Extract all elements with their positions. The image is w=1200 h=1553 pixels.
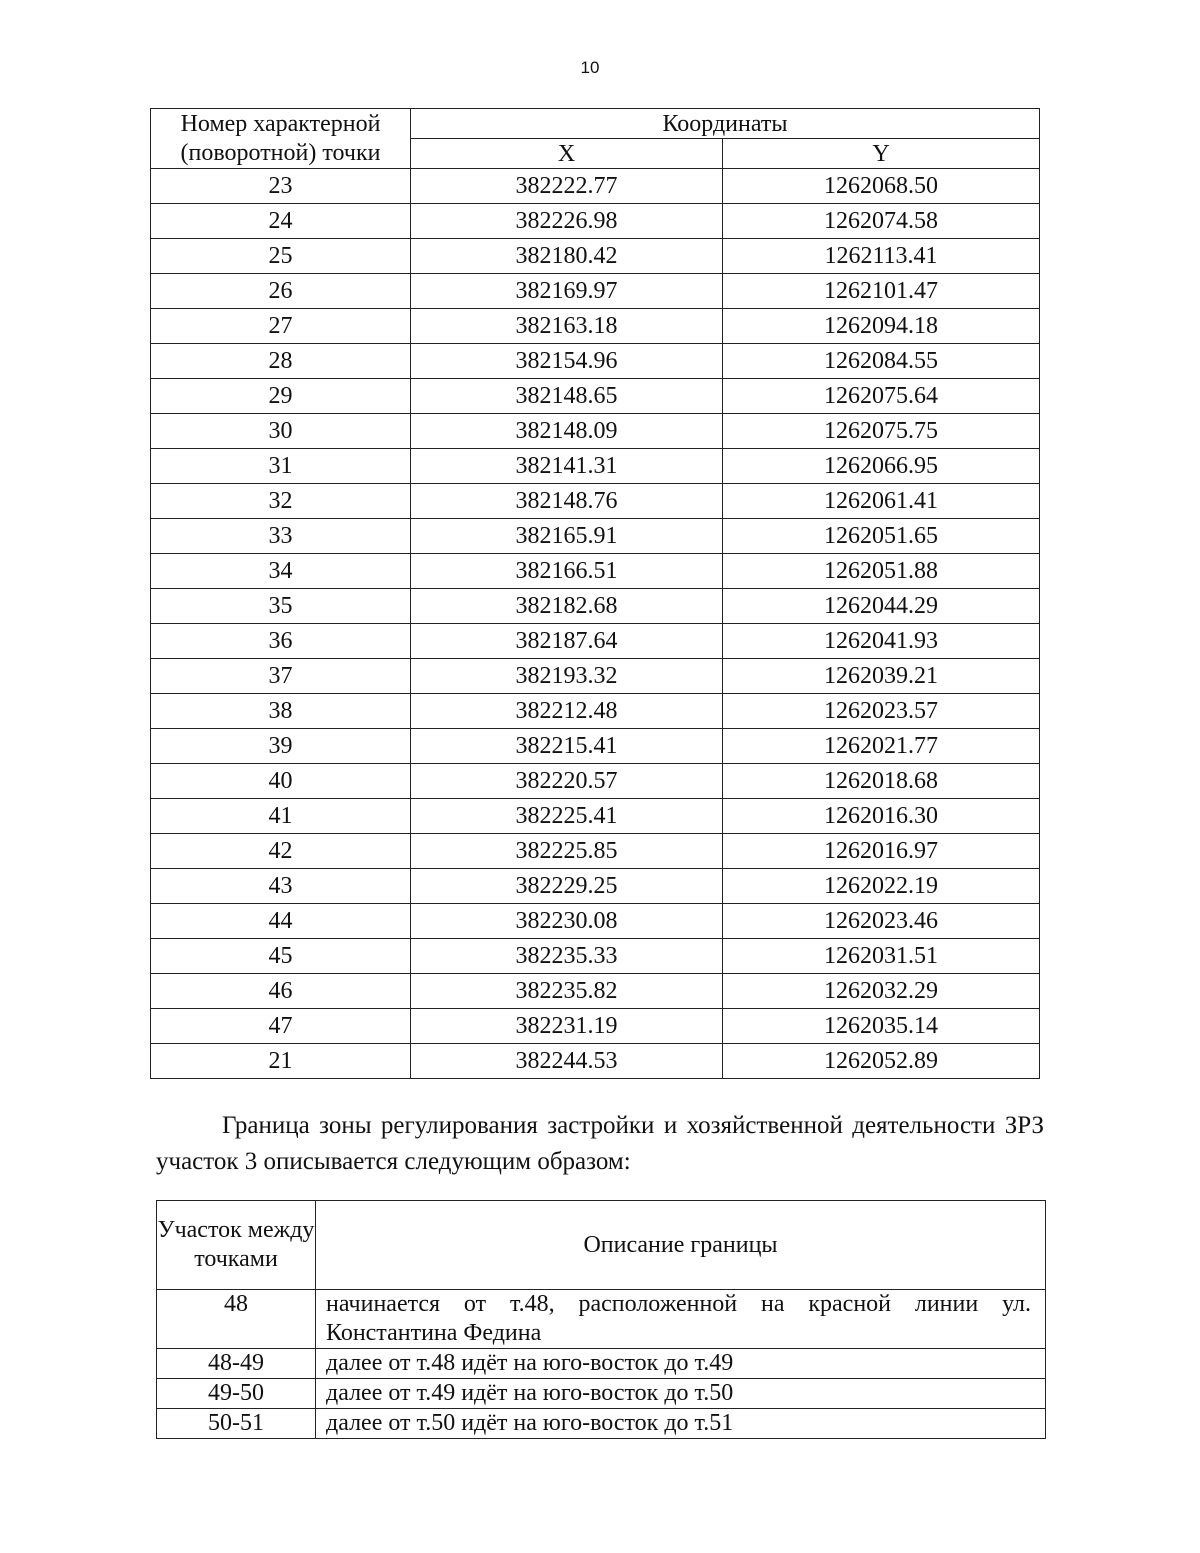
table-row	[157, 1379, 1046, 1409]
table-row	[151, 484, 1040, 519]
zone-description-paragraph	[156, 1108, 1044, 1180]
point-number-cell: 24	[151, 204, 411, 239]
x-coordinate-cell: 382235.33	[411, 939, 723, 974]
x-coordinate-cell: 382220.57	[411, 764, 723, 799]
x-coordinate-cell: 382229.25	[411, 869, 723, 904]
description-cell: начинается от т.48, расположенной на красной линии ул. Константина Федина	[316, 1290, 1046, 1349]
segment-cell: 48-49	[157, 1349, 316, 1379]
y-coordinate-cell: 1262044.29	[723, 589, 1040, 624]
table-row	[151, 519, 1040, 554]
point-number-cell: 39	[151, 729, 411, 764]
point-number-cell: 43	[151, 869, 411, 904]
point-number-cell: 38	[151, 694, 411, 729]
table-row	[151, 659, 1040, 694]
y-coordinate-cell: 1262066.95	[723, 449, 1040, 484]
y-coordinate-cell: 1262068.50	[723, 169, 1040, 204]
point-number-cell: 26	[151, 274, 411, 309]
point-number-cell: 42	[151, 834, 411, 869]
x-coordinate-cell: 382163.18	[411, 309, 723, 344]
y-coordinate-cell: 1262022.19	[723, 869, 1040, 904]
point-number-cell: 34	[151, 554, 411, 589]
point-number-cell: 32	[151, 484, 411, 519]
y-coordinate-cell: 1262051.65	[723, 519, 1040, 554]
x-coordinate-cell: 382169.97	[411, 274, 723, 309]
x-coordinate-cell: 382166.51	[411, 554, 723, 589]
table-row	[151, 449, 1040, 484]
coordinates-table	[150, 108, 1040, 1079]
y-coordinate-cell: 1262084.55	[723, 344, 1040, 379]
y-coordinate-cell: 1262016.30	[723, 799, 1040, 834]
y-coordinate-cell: 1262023.46	[723, 904, 1040, 939]
y-coordinate-cell: 1262101.47	[723, 274, 1040, 309]
x-coordinate-cell: 382244.53	[411, 1044, 723, 1079]
y-coordinate-cell: 1262113.41	[723, 239, 1040, 274]
y-coordinate-cell: 1262023.57	[723, 694, 1040, 729]
table-row	[151, 729, 1040, 764]
segment-cell: 50-51	[157, 1409, 316, 1439]
header-coordinates: Координаты	[411, 109, 1040, 139]
point-number-cell: 45	[151, 939, 411, 974]
table-row	[151, 1044, 1040, 1079]
point-number-cell: 46	[151, 974, 411, 1009]
point-number-cell: 41	[151, 799, 411, 834]
header-x: X	[411, 139, 723, 169]
y-coordinate-cell: 1262016.97	[723, 834, 1040, 869]
y-coordinate-cell: 1262094.18	[723, 309, 1040, 344]
point-number-cell: 23	[151, 169, 411, 204]
table-row	[151, 309, 1040, 344]
x-coordinate-cell: 382212.48	[411, 694, 723, 729]
y-coordinate-cell: 1262075.64	[723, 379, 1040, 414]
point-number-cell: 33	[151, 519, 411, 554]
table-row	[151, 414, 1040, 449]
point-number-cell: 37	[151, 659, 411, 694]
point-number-cell: 40	[151, 764, 411, 799]
x-coordinate-cell: 382225.41	[411, 799, 723, 834]
x-coordinate-cell: 382187.64	[411, 624, 723, 659]
table-row	[151, 239, 1040, 274]
description-cell: далее от т.49 идёт на юго-восток до т.50	[316, 1379, 1046, 1409]
table-row	[151, 379, 1040, 414]
segment-cell: 49-50	[157, 1379, 316, 1409]
x-coordinate-cell: 382154.96	[411, 344, 723, 379]
point-number-cell: 28	[151, 344, 411, 379]
point-number-cell: 27	[151, 309, 411, 344]
coordinates-body	[151, 169, 1040, 1079]
table-row	[151, 624, 1040, 659]
boundary-table	[156, 1200, 1046, 1439]
x-coordinate-cell: 382225.85	[411, 834, 723, 869]
x-coordinate-cell: 382231.19	[411, 1009, 723, 1044]
table-row	[151, 344, 1040, 379]
table-row	[151, 974, 1040, 1009]
table-row	[151, 274, 1040, 309]
point-number-cell: 47	[151, 1009, 411, 1044]
table-row	[151, 799, 1040, 834]
description-cell: далее от т.48 идёт на юго-восток до т.49	[316, 1349, 1046, 1379]
point-number-cell: 21	[151, 1044, 411, 1079]
y-coordinate-cell: 1262021.77	[723, 729, 1040, 764]
x-coordinate-cell: 382230.08	[411, 904, 723, 939]
x-coordinate-cell: 382182.68	[411, 589, 723, 624]
x-coordinate-cell: 382148.65	[411, 379, 723, 414]
y-coordinate-cell: 1262039.21	[723, 659, 1040, 694]
point-number-cell: 36	[151, 624, 411, 659]
y-coordinate-cell: 1262051.88	[723, 554, 1040, 589]
table-row	[151, 589, 1040, 624]
table-row	[151, 694, 1040, 729]
x-coordinate-cell: 382180.42	[411, 239, 723, 274]
table-row	[151, 204, 1040, 239]
header-description: Описание границы	[316, 1201, 1046, 1290]
table-row	[151, 939, 1040, 974]
page-number: 10	[580, 58, 600, 77]
x-coordinate-cell: 382148.76	[411, 484, 723, 519]
boundary-body	[157, 1290, 1046, 1439]
x-coordinate-cell: 382215.41	[411, 729, 723, 764]
description-cell: далее от т.50 идёт на юго-восток до т.51	[316, 1409, 1046, 1439]
x-coordinate-cell: 382193.32	[411, 659, 723, 694]
y-coordinate-cell: 1262018.68	[723, 764, 1040, 799]
header-point-number: Номер характерной (поворотной) точки	[151, 109, 411, 169]
y-coordinate-cell: 1262052.89	[723, 1044, 1040, 1079]
x-coordinate-cell: 382148.09	[411, 414, 723, 449]
x-coordinate-cell: 382222.77	[411, 169, 723, 204]
table-row	[151, 554, 1040, 589]
y-coordinate-cell: 1262061.41	[723, 484, 1040, 519]
x-coordinate-cell: 382226.98	[411, 204, 723, 239]
header-segment: Участок между точками	[157, 1201, 316, 1290]
point-number-cell: 31	[151, 449, 411, 484]
paragraph-text: Граница зоны регулирования застройки и хозяйственной деятельности ЗРЗ участок 3 описывается следующим образом:	[156, 1112, 1044, 1175]
table-row	[157, 1290, 1046, 1349]
table-row	[157, 1349, 1046, 1379]
y-coordinate-cell: 1262032.29	[723, 974, 1040, 1009]
table-row	[157, 1409, 1046, 1439]
point-number-cell: 25	[151, 239, 411, 274]
table-row	[151, 834, 1040, 869]
point-number-cell: 44	[151, 904, 411, 939]
y-coordinate-cell: 1262074.58	[723, 204, 1040, 239]
y-coordinate-cell: 1262031.51	[723, 939, 1040, 974]
y-coordinate-cell: 1262041.93	[723, 624, 1040, 659]
segment-cell: 48	[157, 1290, 316, 1349]
table-row	[151, 904, 1040, 939]
y-coordinate-cell: 1262075.75	[723, 414, 1040, 449]
x-coordinate-cell: 382165.91	[411, 519, 723, 554]
point-number-cell: 30	[151, 414, 411, 449]
x-coordinate-cell: 382235.82	[411, 974, 723, 1009]
table-row	[151, 764, 1040, 799]
y-coordinate-cell: 1262035.14	[723, 1009, 1040, 1044]
x-coordinate-cell: 382141.31	[411, 449, 723, 484]
header-y: Y	[723, 139, 1040, 169]
table-row	[151, 1009, 1040, 1044]
table-row	[151, 869, 1040, 904]
table-row	[151, 169, 1040, 204]
point-number-cell: 35	[151, 589, 411, 624]
point-number-cell: 29	[151, 379, 411, 414]
